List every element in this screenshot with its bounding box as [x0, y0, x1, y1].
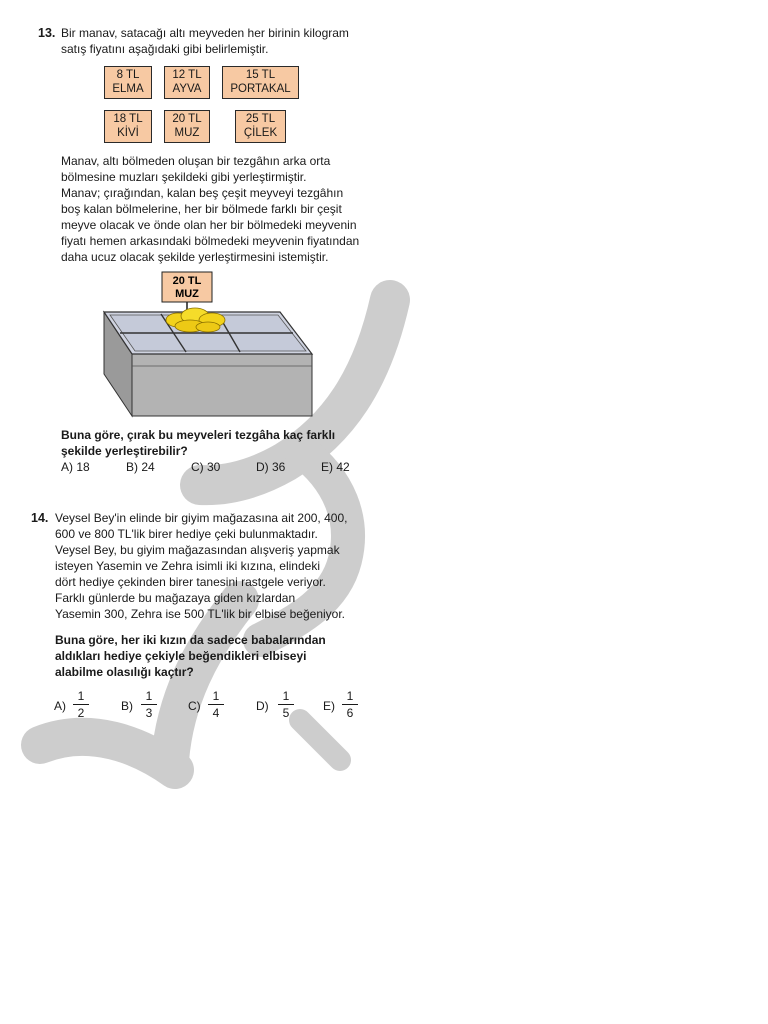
- price-box-ayva: 12 TL AYVA: [164, 66, 210, 99]
- question-13-description: Manav, altı bölmeden oluşan bir tezgâhın arka orta bölmesine muzları şekildeki gibi yerleştirmiştir. Manav; çırağından, kalan beş çeşit meyveyi tezgâhın boş kalan bölmelerine, her bir bölmede farklı bir çeşit meyve olacak ve önde olan her bir bölmedeki meyvenin fiyatı hemen arkasındaki bölmedeki meyvenin fiyatından daha ucuz olacak şekilde yerleştirmesini istemiştir.: [61, 154, 360, 264]
- question-13-intro: Bir manav, satacağı altı meyveden her birinin kilogram satış fiyatını aşağıdaki gibi belirlemiştir.: [61, 26, 349, 56]
- fruit-stall-illustration: [100, 270, 315, 418]
- q14-option-c[interactable]: [188, 689, 238, 725]
- q13-option-a[interactable]: A) 18: [61, 460, 90, 474]
- q14-option-c-fraction: 1 4: [206, 689, 226, 720]
- price-box-kivi: 18 TL KİVİ: [104, 110, 152, 143]
- question-13-prompt: Buna göre, çırak bu meyveleri tezgâha kaç farklı şekilde yerleştirebilir?: [61, 428, 336, 458]
- q14-option-d-fraction: 1 5: [276, 689, 296, 720]
- question-14-prompt: Buna göre, her iki kızın da sadece babalarından aldıkları hediye çekiyle beğendikleri elbiseyi alabilme olasılığı kaçtır?: [55, 633, 326, 679]
- q14-option-e[interactable]: [323, 689, 373, 725]
- stall-front-face: [132, 354, 312, 416]
- q14-option-c-label: C): [188, 699, 201, 713]
- q14-option-a[interactable]: [54, 689, 104, 725]
- question-13-number: 13.: [38, 26, 56, 40]
- q13-option-d[interactable]: D) 36: [256, 460, 286, 474]
- q14-option-b-fraction: 1 3: [139, 689, 159, 720]
- q13-option-b[interactable]: B) 24: [126, 460, 155, 474]
- question-14-text: Veysel Bey'in elinde bir giyim mağazasına ait 200, 400, 600 ve 800 TL'lik birer hediye çeki bulunmaktadır. Veysel Bey, bu giyim mağazasından alışveriş yapmak isteyen Yasemin ve Zehra isimli iki kızına, elindeki dört hediye çekinden birer tanesini rastgele veriyor. Farklı günlerde bu mağazaya giden kızlardan Yasemin 300, Zehra ise 500 TL'lik bir elbise beğeniyor.: [55, 511, 348, 621]
- q14-option-a-fraction: 1 2: [71, 689, 91, 720]
- q14-option-e-fraction: 1 6: [340, 689, 360, 720]
- question-13-options: [61, 460, 381, 476]
- price-box-portakal: 15 TL PORTAKAL: [222, 66, 299, 99]
- q14-option-e-label: E): [323, 699, 335, 713]
- muz-sign-name: MUZ: [175, 288, 199, 300]
- muz-sign-price: 20 TL: [172, 275, 202, 287]
- price-box-elma: 8 TL ELMA: [104, 66, 152, 99]
- q13-option-c[interactable]: C) 30: [191, 460, 221, 474]
- q14-option-b-label: B): [121, 699, 133, 713]
- q14-option-b[interactable]: [121, 689, 171, 725]
- price-box-cilek: 25 TL ÇİLEK: [235, 110, 286, 143]
- q14-option-a-label: A): [54, 699, 66, 713]
- question-14-number: 14.: [31, 511, 49, 525]
- q13-option-e[interactable]: E) 42: [321, 460, 350, 474]
- q14-option-d[interactable]: [256, 689, 306, 725]
- q14-option-d-label: D): [256, 699, 269, 713]
- price-box-muz: 20 TL MUZ: [164, 110, 210, 143]
